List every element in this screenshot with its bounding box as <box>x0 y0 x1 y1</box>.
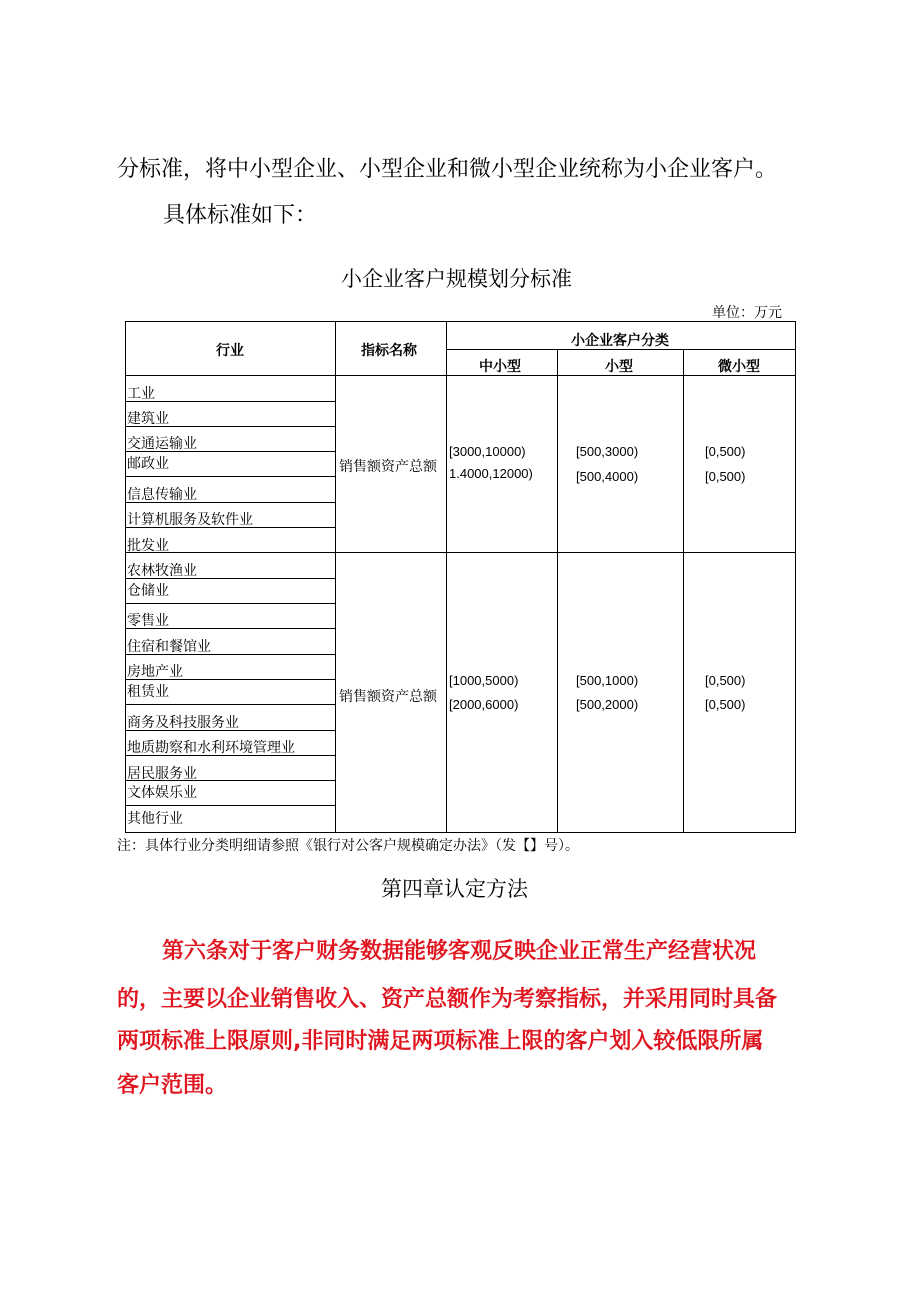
article-line-4: 客户范围。 <box>117 1073 228 1098</box>
intro-line-1: 分标准，将中小型企业、小型企业和微小型企业统称为小企业客户。 <box>117 157 778 182</box>
industry-cell: 计算机服务及软件业 <box>127 512 253 528</box>
medium-small-value: 1.4000,12000) <box>449 466 533 481</box>
industry-cell: 交通运输业 <box>127 436 197 452</box>
industry-cell: 租赁业 <box>127 684 169 700</box>
industry-cell: 建筑业 <box>127 411 169 427</box>
medium-small-value: [1000,5000) <box>449 673 519 688</box>
header-industry: 行业 <box>216 343 244 359</box>
small-value: [500,1000) <box>576 673 639 688</box>
industry-cell: 文体娱乐业 <box>127 785 197 801</box>
table-title: 小企业客户规模划分标准 <box>341 267 572 291</box>
header-category: 小企业客户分类 <box>571 333 669 349</box>
small-value: [500,4000) <box>576 469 639 484</box>
small-value: [500,2000) <box>576 697 639 712</box>
industry-cell: 地质勘察和水利环境管理业 <box>127 740 295 756</box>
micro-value: [0,500) <box>705 444 746 459</box>
article-line-3: 两项标准上限原则,非同时满足两项标准上限的客户划入较低限所属 <box>117 1029 764 1054</box>
micro-value: [0,500) <box>705 673 746 688</box>
intro-line-2: 具体标准如下： <box>163 203 318 228</box>
table-note: 注：具体行业分类明细请参照《银行对公客户规模确定办法》（发【】号）。 <box>117 838 579 854</box>
micro-value: [0,500) <box>705 697 746 712</box>
header-micro: 微小型 <box>718 359 760 375</box>
header-medium-small: 中小型 <box>479 359 521 375</box>
industry-cell: 批发业 <box>127 538 169 554</box>
indicator-cell: 销售额资产总额 <box>339 459 437 475</box>
industry-cell: 房地产业 <box>127 664 183 680</box>
industry-cell: 工业 <box>127 386 155 402</box>
industry-cell: 仓储业 <box>127 583 169 599</box>
industry-cell: 信息传输业 <box>127 487 197 503</box>
article-line-2: 的，主要以企业销售收入、资产总额作为考察指标，并采用同时具备 <box>117 987 778 1012</box>
medium-small-value: [3000,10000) <box>449 444 526 459</box>
article-line-1: 第六条对于客户财务数据能够客观反映企业正常生产经营状况 <box>162 939 757 964</box>
industry-cell: 邮政业 <box>127 456 169 472</box>
industry-cell: 居民服务业 <box>127 766 197 782</box>
micro-value: [0,500) <box>705 469 746 484</box>
medium-small-value: [2000,6000) <box>449 697 519 712</box>
industry-cell: 其他行业 <box>127 811 183 827</box>
industry-cell: 零售业 <box>127 613 169 629</box>
small-value: [500,3000) <box>576 444 639 459</box>
header-small: 小型 <box>605 359 633 375</box>
industry-cell: 农林牧渔业 <box>127 563 197 579</box>
industry-cell: 商务及科技服务业 <box>127 715 239 731</box>
industry-cell: 住宿和餐馆业 <box>127 639 211 655</box>
chapter-title: 第四章认定方法 <box>381 877 528 901</box>
unit-label: 单位：万元 <box>712 305 782 321</box>
header-indicator: 指标名称 <box>361 343 417 359</box>
indicator-cell: 销售额资产总额 <box>339 689 437 705</box>
